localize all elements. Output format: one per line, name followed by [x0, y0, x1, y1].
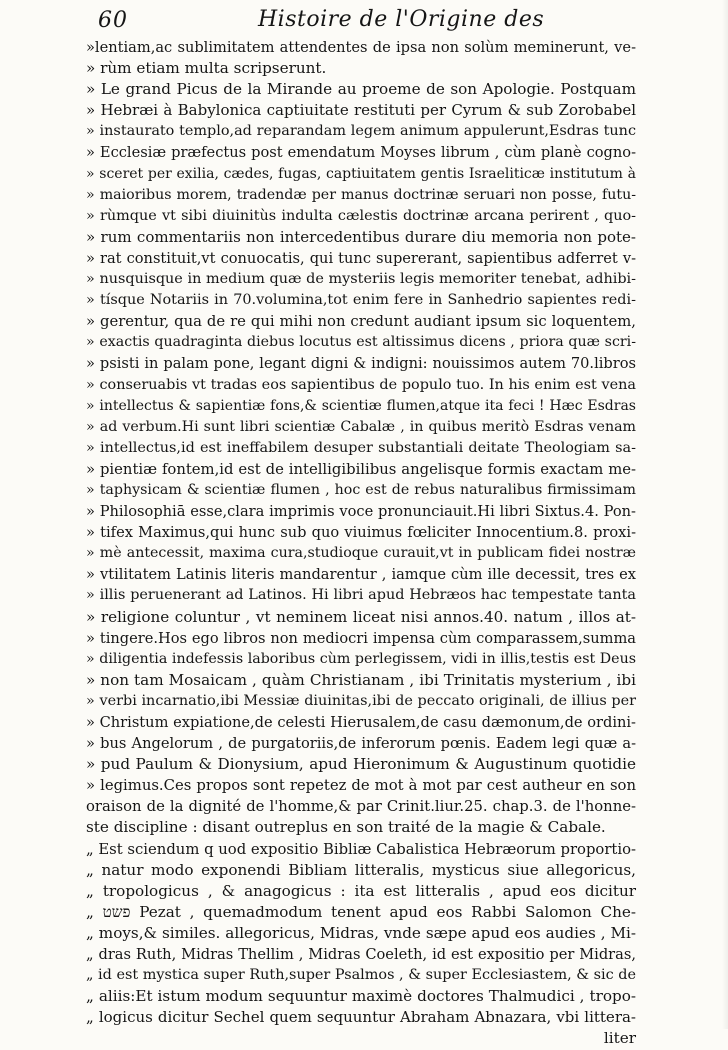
text-line: » Ecclesiæ præfectus post emendatum Moyses librum , cùm planè cogno-: [86, 144, 636, 162]
catchword: liter: [603, 1029, 636, 1048]
text-line: » Hebræi à Babylonica captiuitate restituti per Cyrum & sub Zorobabel: [86, 101, 636, 120]
text-line: „ moys,& similes. allegoricus, Midras, vnde sæpe apud eos audies , Mi-: [86, 923, 636, 942]
text-line: » illis peruenerant ad Latinos. Hi libri apud Hebræos hac tempestate tanta: [86, 587, 636, 604]
text-line: » vtilitatem Latinis literis mandarentur , iamque cùm ille decessit, tres ex: [86, 566, 636, 584]
text-line: » tingere.Hos ego libros non mediocri impensa cùm comparassem,summa: [86, 629, 636, 647]
text-line: » maioribus morem, tradendæ per manus doctrinæ seruari non posse, futu-: [86, 186, 636, 203]
text-line: „ tropologicus , & anagogicus : ita est litteralis , apud eos dicitur: [86, 881, 636, 900]
running-title: Histoire de l'Origine des: [258, 7, 545, 32]
text-line: » exactis quadraginta diebus locutus est altissimus dicens , priora quæ scri-: [86, 334, 636, 351]
text-line: »lentiam,ac sublimitatem attendentes de ipsa non solùm meminerunt, ve-: [86, 39, 636, 56]
text-line: » tísque Notariis in 70.volumina,tot enim fere in Sanhedrio sapientes redi-: [86, 292, 636, 309]
text-line: » bus Angelorum , de purgatoriis,de inferorum pœnis. Eadem legi quæ a-: [86, 735, 636, 753]
text-line: » ad verbum.Hi sunt libri scientiæ Cabalæ , in quibus meritò Esdras venam: [86, 418, 636, 435]
text-line: » legimus.Ces propos sont repetez de mot à mot par cest autheur en son: [86, 777, 636, 795]
text-line: » rùmque vt sibi diuinitùs indulta cælestis doctrinæ arcana perirent , quo-: [86, 207, 636, 224]
text-line: » conseruabis vt tradas eos sapientibus de populo tuo. In his enim est vena: [86, 376, 636, 393]
text-line: „ פשט Pezat , quemadmodum tenent apud eos Rabbi Salomon Che-: [86, 902, 636, 921]
page-number: 60: [98, 8, 128, 33]
text-line: » rùm etiam multa scripserunt.: [86, 59, 327, 78]
text-line: » pientiæ fontem,id est de intelligibilibus angelisque formis exactam me-: [86, 460, 636, 478]
text-line: » instaurato templo,ad reparandam legem animum appulerunt,Esdras tunc: [86, 123, 636, 140]
text-line: „ natur modo exponendi Bibliam litteralis, mysticus siue allegoricus,: [86, 860, 636, 879]
text-line: » rat constituit,vt conuocatis, qui tunc supererant, sapientibus adferret v-: [86, 249, 636, 267]
running-head: [0, 2, 728, 38]
text-line: » diligentia indefessis laboribus cùm perlegissem, vidi in illis,testis est Deus: [86, 650, 636, 667]
text-line: » intellectus & sapientiæ fons,& scientiæ flumen,atque ita feci ! Hæc Esdras: [86, 397, 636, 414]
text-line: » taphysicam & scientiæ flumen , hoc est de rebus naturalibus firmissimam: [86, 481, 636, 498]
text-line: » pud Paulum & Dionysium, apud Hieronimum & Augustinum quotidie: [86, 755, 636, 774]
text-line: » intellectus,id est ineffabilem desuper substantiali deitate Theologiam sa-: [86, 439, 636, 456]
text-line: » gerentur, qua de re qui mihi non credunt audiant ipsum sic loquentem,: [86, 313, 636, 331]
text-line: » non tam Mosaicam , quàm Christianam , ibi Trinitatis mysterium , ibi: [86, 670, 636, 689]
page-edge-shadow: [722, 0, 728, 1029]
text-line: oraison de la dignité de l'homme,& par Crinit.liur.25. chap.3. de l'honne-: [86, 798, 636, 816]
text-line: „ logicus dicitur Sechel quem sequuntur Abraham Abnazara, vbi littera-: [86, 1008, 636, 1027]
text-line: » verbi incarnatio,ibi Messiæ diuinitas,ibi de peccato originali, de illius per: [86, 692, 636, 709]
text-line: „ dras Ruth, Midras Thellim , Midras Coeleth, id est expositio per Midras,: [86, 946, 636, 964]
text-line: „ aliis:Et istum modum sequuntur maximè doctores Thalmudici , tropo-: [86, 987, 636, 1006]
text-line: » rum commentariis non intercedentibus durare diu memoria non pote-: [86, 227, 636, 246]
text-line: » mè antecessit, maxima cura,studioque curauit,vt in publicam fidei nostræ: [86, 545, 636, 562]
text-line: » Philosophiā esse,clara imprimis voce pronunciauit.Hi libri Sixtus.4. Pon-: [86, 503, 636, 521]
text-line: » Christum expiatione,de celesti Hierusalem,de casu dæmonum,de ordini-: [86, 714, 636, 731]
text-line: „ id est mystica super Ruth,super Psalmos , & super Ecclesiastem, & sic de: [86, 967, 636, 984]
text-line: » sceret per exilia, cædes, fugas, captiuitatem gentis Israeliticæ institutum à: [86, 165, 636, 182]
text-line: ste discipline : disant outreplus en son traité de la magie & Cabale.: [86, 818, 606, 837]
text-line: » religione coluntur , vt neminem liceat nisi annos.40. natum , illos at-: [86, 607, 636, 626]
text-line: » nusquisque in medium quæ de mysteriis legis memoriter tenebat, adhibi-: [86, 271, 636, 288]
text-line: » tifex Maximus,qui hunc sub quo viuimus fœliciter Innocentium.8. proxi-: [86, 524, 636, 542]
text-line: „ Est sciendum q uod expositio Bibliæ Cabalistica Hebræorum proportio-: [86, 840, 636, 858]
text-line: » psisti in palam pone, legant digni & indigni: nouissimos autem 70.libros: [86, 355, 636, 373]
text-line: » Le grand Picus de la Mirande au proeme de son Apologie. Postquam: [86, 80, 636, 99]
body-text: [86, 37, 636, 1050]
